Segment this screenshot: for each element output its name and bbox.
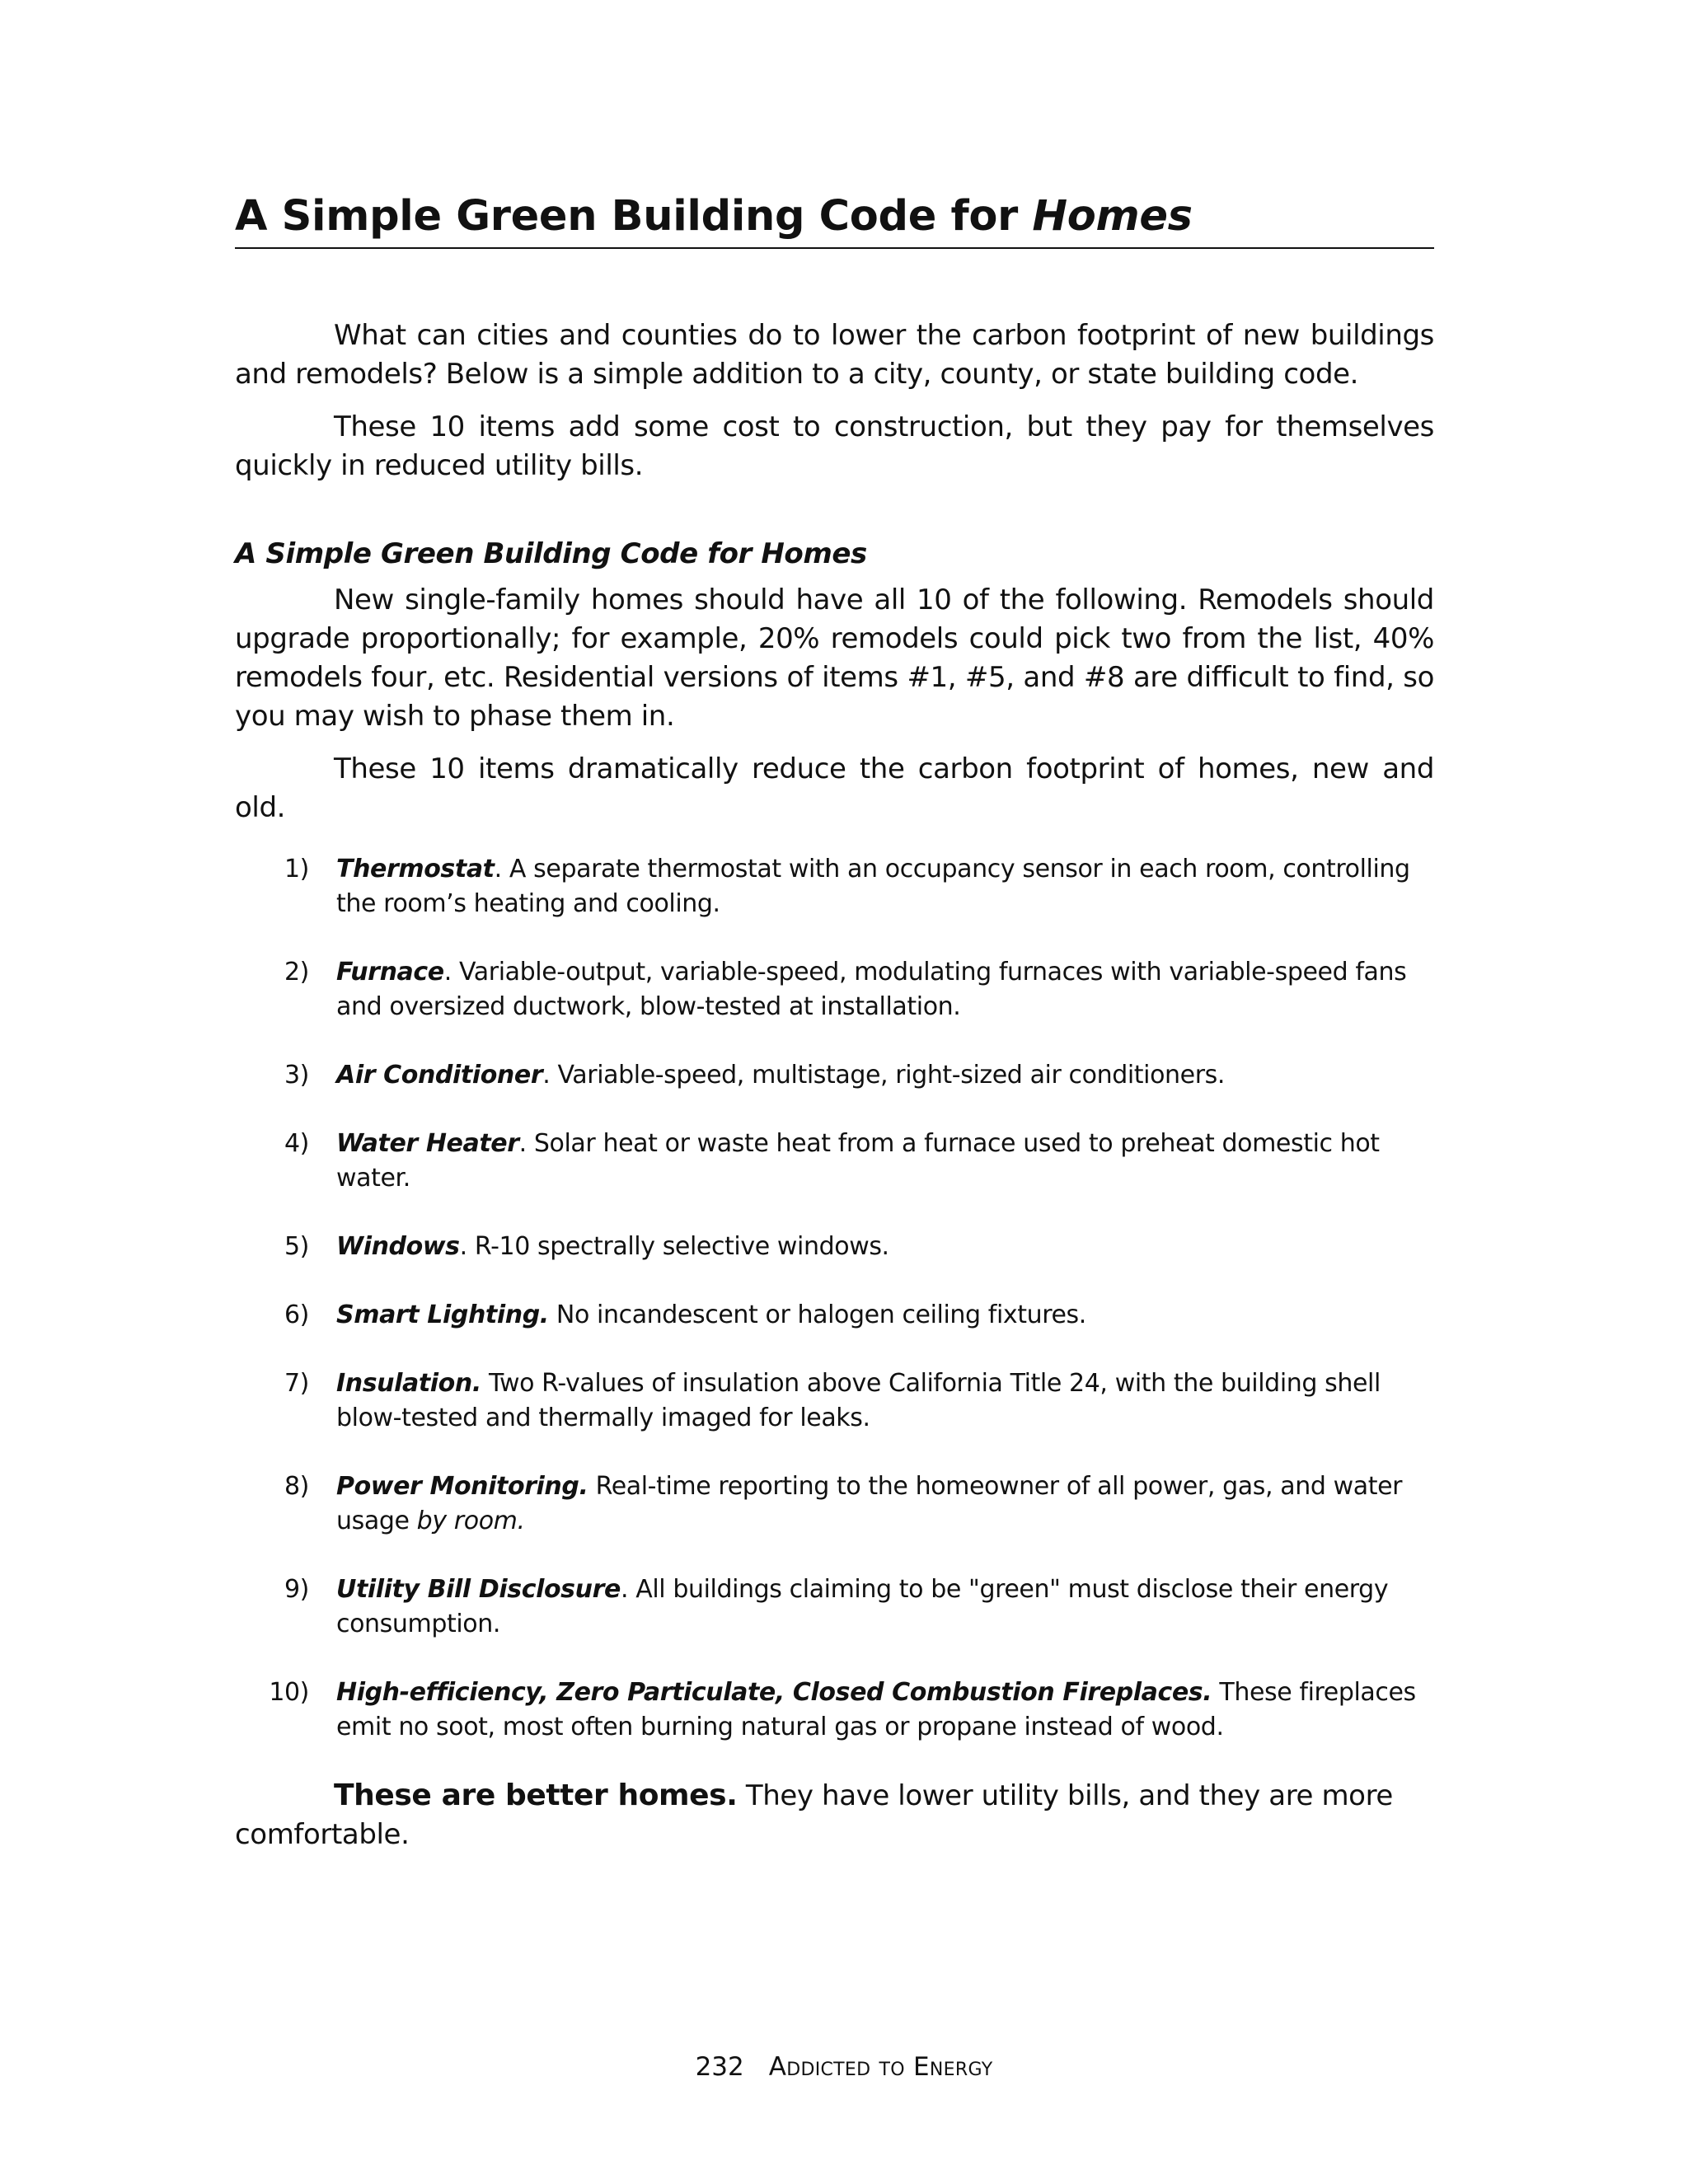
item-term: Utility Bill Disclosure	[336, 1575, 621, 1604]
item-number: 9)	[284, 1575, 309, 1604]
item-text: . R-10 spectrally selective windows.	[459, 1232, 889, 1261]
code-items-list	[235, 852, 1434, 1745]
section-paragraph-1: New single-family homes should have all 10 of the following. Remodels should upgrade proportionally; for example, 20% remodels could pick two from the list, 40% remodels four, etc. Residential versions of items #1, #5, and #8 are difficult to find, so you may wish to phase them in.	[235, 583, 1434, 733]
list-item	[235, 1469, 1434, 1539]
item-text: . Variable-output, variable-speed, modulating furnaces with variable-speed fans and oversized ductwork, blow-tested at installation.	[336, 958, 1407, 1021]
item-text: Real-time reporting to the homeowner of all power, gas, and water usage	[336, 1472, 1403, 1535]
list-item	[235, 1298, 1434, 1333]
item-term: Windows	[336, 1232, 460, 1261]
item-term: Insulation.	[336, 1369, 481, 1398]
item-number: 7)	[284, 1369, 309, 1398]
item-text: . A separate thermostat with an occupancy sensor in each room, controlling the room’s heating and cooling.	[336, 855, 1410, 918]
list-item	[235, 1058, 1434, 1093]
closing-bold: These are better homes.	[334, 1779, 738, 1812]
list-item	[235, 955, 1434, 1024]
page-title	[235, 190, 1434, 249]
list-item	[235, 852, 1434, 921]
title-italic: Homes	[1032, 192, 1193, 241]
closing-text: They have lower utility bills, and they are more comfortable.	[235, 1779, 1393, 1851]
item-text: No incandescent or halogen ceiling fixtures.	[548, 1301, 1086, 1329]
item-number: 6)	[284, 1301, 309, 1329]
item-text: . All buildings claiming to be "green" must disclose their energy consumption.	[336, 1575, 1389, 1638]
item-number: 5)	[284, 1232, 309, 1261]
item-term: Air Conditioner	[336, 1061, 543, 1090]
item-text: Two R-values of insulation above California Title 24, with the building shell blow-tested and thermally imaged for leaks.	[336, 1369, 1381, 1432]
section-heading: A Simple Green Building Code for Homes	[235, 537, 867, 570]
list-item	[235, 1572, 1434, 1642]
item-number: 1)	[284, 855, 309, 883]
closing-paragraph	[235, 1776, 1434, 1854]
section-paragraph-2: These 10 items dramatically reduce the carbon footprint of homes, new and old.	[235, 752, 1434, 824]
item-term: Smart Lighting.	[336, 1301, 549, 1329]
item-term: Furnace	[336, 958, 444, 987]
list-item	[235, 1230, 1434, 1264]
item-term: Thermostat	[336, 855, 495, 883]
item-number: 4)	[284, 1129, 309, 1158]
title-text	[235, 192, 1193, 241]
intro-paragraph-2: These 10 items add some cost to construction, but they pay for themselves quickly in reduced utility bills.	[235, 410, 1434, 482]
item-text: . Variable-speed, multistage, right-sized air conditioners.	[542, 1061, 1226, 1090]
item-text: These fireplaces emit no soot, most often burning natural gas or propane instead of wood.	[336, 1678, 1416, 1741]
item-text-italic: by room.	[416, 1507, 525, 1535]
page-number: 232	[695, 2052, 744, 2082]
page-content	[235, 190, 1434, 1882]
item-text: . Solar heat or waste heat from a furnace used to preheat domestic hot water.	[336, 1129, 1380, 1193]
item-number: 3)	[284, 1061, 309, 1090]
item-number: 10)	[269, 1678, 309, 1707]
intro-paragraph-1: What can cities and counties do to lower the carbon footprint of new buildings and remodels? Below is a simple addition to a city, county, or state building code.	[235, 319, 1434, 391]
item-term: High-efficiency, Zero Particulate, Closed Combustion Fireplaces.	[336, 1678, 1212, 1707]
list-item	[235, 1675, 1434, 1745]
list-item	[235, 1127, 1434, 1196]
book-title: Addicted to Energy	[768, 2052, 993, 2082]
item-number: 2)	[284, 958, 309, 987]
item-number: 8)	[284, 1472, 309, 1501]
page-footer	[0, 2050, 1688, 2083]
title-main: A Simple Green Building Code for	[235, 192, 1033, 241]
item-term: Power Monitoring.	[336, 1472, 588, 1501]
item-term: Water Heater	[336, 1129, 519, 1158]
list-item	[235, 1366, 1434, 1436]
